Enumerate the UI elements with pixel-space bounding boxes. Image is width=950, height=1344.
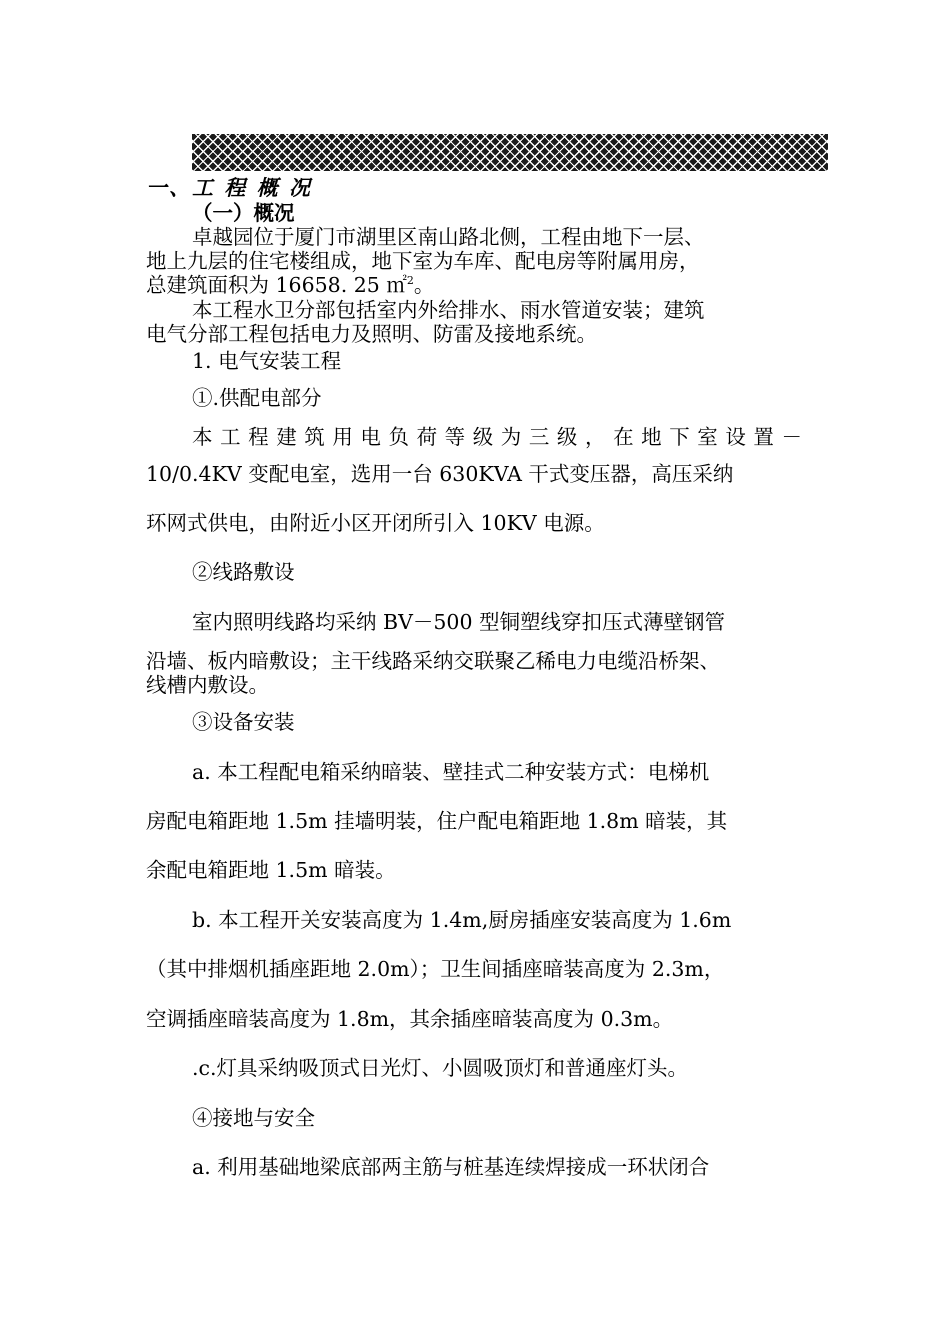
subsection-heading: （一）概况 [192,201,295,225]
equipment-b-line-2: （其中排烟机插座距地 2.0m）；卫生间插座暗装高度为 2.3m， [146,957,725,981]
equipment-c-line-1: .c.灯具采纳吸顶式日光灯、小圆吸顶灯和普通座灯头。 [192,1056,689,1080]
wiring-line-2: 沿墙、板内暗敷设；主干线路采纳交联聚乙稀电力电缆沿桥架、 [146,649,720,673]
power-supply-line-3: 环网式供电，由附近小区开闭所引入 10KV 电源。 [146,511,605,535]
power-supply-title: ①.供配电部分 [192,386,322,410]
area-suffix: 。 [413,273,435,297]
equipment-b-line-1: b. 本工程开关安装高度为 1.4m,厨房插座安装高度为 1.6m [192,908,732,932]
grounding-title: ④接地与安全 [192,1106,315,1130]
overview-line-3 [146,273,434,297]
equipment-a-line-1: a. 本工程配电箱采纳暗装、壁挂式二种安装方式：电梯机 [192,760,710,784]
equipment-title: ③设备安装 [192,710,295,734]
grounding-a-line-1: a. 利用基础地梁底部两主筋与桩基连续焊接成一环状闭合 [192,1155,710,1179]
power-supply-line-1: 本 工 程 建 筑 用 电 负 荷 等 级 为 三 级 ， 在 地 下 室 设 置 － [192,425,802,449]
overview-line-5: 电气分部工程包括电力及照明、防雷及接地系统。 [146,322,597,346]
overview-line-2: 地上九层的住宅楼组成，地下室为车库、配电房等附属用房， [146,249,700,273]
power-supply-line-2: 10/0.4KV 变配电室，选用一台 630KVA 干式变压器，高压采纳 [146,462,734,486]
overview-line-1: 卓越园位于厦门市湖里区南山路北侧，工程由地下一层、 [192,225,705,249]
wiring-line-3: 线槽内敷设。 [146,673,269,697]
equipment-b-line-3: 空调插座暗装高度为 1.8m，其余插座暗装高度为 0.3m。 [146,1007,674,1031]
electrical-section-title: 1. 电气安装工程 [192,349,342,373]
area-superscript: 2 [406,274,414,288]
wiring-line-1: 室内照明线路均采纳 BV－500 型铜塑线穿扣压式薄壁钢管 [192,610,726,634]
section-heading: 一、工 程 概 况 [146,175,312,200]
area-text: 总建筑面积为 16658. 25 ㎡ [146,273,407,297]
equipment-a-line-3: 余配电箱距地 1.5m 暗装。 [146,858,396,882]
header-pattern-banner [192,134,828,171]
wiring-title: ②线路敷设 [192,560,295,584]
overview-line-4: 本工程水卫分部包括室内外给排水、雨水管道安装；建筑 [192,298,705,322]
equipment-a-line-2: 房配电箱距地 1.5m 挂墙明装，住户配电箱距地 1.8m 暗装，其 [146,809,728,833]
